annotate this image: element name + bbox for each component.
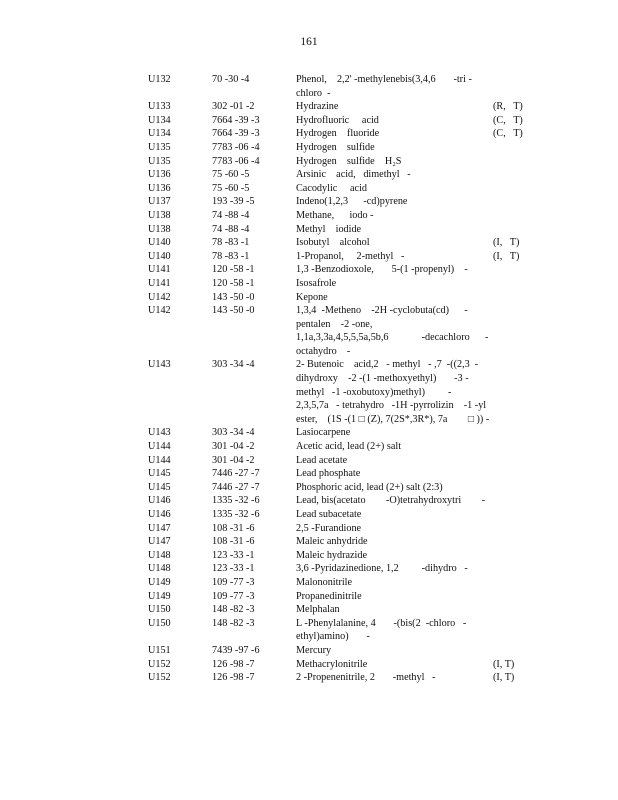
waste-code: U144 [148, 454, 171, 466]
row-continuation-line [0, 372, 618, 386]
substance-name: Maleic hydrazide [296, 549, 367, 561]
table-row [0, 223, 618, 237]
waste-code: U147 [148, 536, 171, 548]
table-row [0, 100, 618, 114]
row-first-line [0, 250, 618, 264]
substance-name: Hydrofluoric acid [296, 114, 379, 126]
substance-name: Mercury [296, 644, 332, 656]
row-first-line [0, 195, 618, 209]
substance-name: 2,5 -Furandione [296, 522, 362, 534]
page-number: 161 [300, 36, 318, 48]
table-row [0, 291, 618, 305]
substance-name: 2 -Propenenitrile, 2 -methyl - [296, 672, 436, 684]
waste-code: U133 [148, 101, 171, 113]
waste-code: U145 [148, 468, 171, 480]
substance-name: Lead, bis(acetato -O)tetrahydroxytri - [296, 495, 485, 507]
table-row [0, 236, 618, 250]
row-first-line [0, 658, 618, 672]
waste-code: U142 [148, 291, 171, 303]
table-row [0, 209, 618, 223]
table-row [0, 494, 618, 508]
row-first-line [0, 590, 618, 604]
cas-number: 78 -83 -1 [212, 237, 250, 249]
row-continuation-line [0, 318, 618, 332]
waste-code: U132 [148, 74, 171, 85]
substance-name: dihydroxy -2 -(1 -methoxyethyl) -3 - [296, 373, 469, 385]
substance-name: Methane, iodo - [296, 209, 374, 221]
cas-number: 148 -82 -3 [212, 617, 255, 629]
row-first-line [0, 440, 618, 454]
row-first-line [0, 549, 618, 563]
row-first-line [0, 209, 618, 223]
cas-number: 301 -04 -2 [212, 454, 255, 466]
table-row [0, 644, 618, 658]
substance-name: Methacrylonitrile [296, 658, 368, 670]
row-first-line [0, 73, 618, 87]
row-first-line [0, 481, 618, 495]
hazard-code: (I, T) [493, 658, 515, 670]
cas-number: 78 -83 -1 [212, 250, 250, 262]
row-first-line [0, 155, 618, 169]
substance-name: Cacodylic acid [296, 182, 368, 194]
table-row [0, 522, 618, 536]
table-row [0, 358, 618, 426]
waste-code: U140 [148, 237, 171, 249]
table-row [0, 671, 618, 685]
substance-name: Hydrogen fluoride [296, 128, 380, 140]
cas-number: 7439 -97 -6 [212, 644, 260, 656]
row-first-line [0, 535, 618, 549]
substance-name: Kepone [296, 291, 328, 303]
substance-name: Maleic anhydride [296, 536, 368, 548]
row-first-line [0, 562, 618, 576]
hazardous-waste-table [0, 73, 618, 685]
row-first-line [0, 236, 618, 250]
table-row [0, 168, 618, 182]
substance-name: 2,3,5,7a - tetrahydro -1H -pyrrolizin -1 -yl [296, 400, 487, 412]
waste-code: U134 [148, 114, 171, 126]
substance-name: ester, (1S -(1 □ (Z), 7(2S*,3R*), 7a □ )) - [296, 413, 490, 425]
cas-number: 143 -50 -0 [212, 291, 255, 303]
substance-name: Phosphoric acid, lead (2+) salt (2:3) [296, 481, 443, 493]
waste-code: U135 [148, 155, 171, 167]
row-continuation-line [0, 386, 618, 400]
waste-code: U151 [148, 644, 171, 656]
cas-number: 74 -88 -4 [212, 223, 250, 235]
row-first-line [0, 494, 618, 508]
waste-code: U136 [148, 182, 171, 194]
table-row [0, 250, 618, 264]
substance-name: Isosafrole [296, 277, 337, 289]
row-first-line [0, 671, 618, 685]
substance-name: Lead acetate [296, 454, 348, 466]
row-first-line [0, 617, 618, 631]
substance-name: methyl -1 -oxobutoxy)methyl) - [296, 386, 452, 398]
waste-code: U152 [148, 658, 171, 670]
waste-code: U145 [148, 481, 171, 493]
row-first-line [0, 576, 618, 590]
row-first-line [0, 467, 618, 481]
cas-number: 7446 -27 -7 [212, 468, 260, 480]
row-first-line [0, 263, 618, 277]
cas-number: 120 -58 -1 [212, 277, 255, 289]
table-row [0, 590, 618, 604]
cas-number: 75 -60 -5 [212, 182, 250, 194]
substance-name: Phenol, 2,2' -methylenebis(3,4,6 -tri - [296, 74, 472, 85]
row-first-line [0, 291, 618, 305]
waste-code: U140 [148, 250, 171, 262]
row-continuation-line [0, 345, 618, 359]
table-row [0, 467, 618, 481]
substance-name: Methyl iodide [296, 223, 362, 235]
substance-name: 1-Propanol, 2-methyl - [296, 250, 405, 262]
cas-number: 123 -33 -1 [212, 549, 255, 561]
hazard-code: (I, T) [493, 237, 520, 249]
substance-name: Hydrazine [296, 101, 339, 113]
table-row [0, 73, 618, 100]
waste-code: U152 [148, 672, 171, 684]
substance-name: Hydrogen sulfide [296, 141, 375, 153]
cas-number: 123 -33 -1 [212, 563, 255, 575]
waste-code: U149 [148, 590, 171, 602]
row-first-line [0, 426, 618, 440]
table-row [0, 263, 618, 277]
cas-number: 148 -82 -3 [212, 604, 255, 616]
table-row [0, 603, 618, 617]
waste-code: U143 [148, 427, 171, 439]
row-continuation-line [0, 413, 618, 427]
hazard-code: (I, T) [493, 672, 515, 684]
waste-code: U142 [148, 305, 171, 317]
substance-name: 2- Butenoic acid,2 - methyl - ,7 -((2,3 - [296, 359, 479, 371]
hazard-code: (R, T) [493, 101, 523, 113]
waste-code: U150 [148, 604, 171, 616]
row-first-line [0, 141, 618, 155]
cas-number: 303 -34 -4 [212, 359, 255, 371]
row-first-line [0, 358, 618, 372]
cas-number: 120 -58 -1 [212, 264, 255, 276]
table-row [0, 508, 618, 522]
cas-number: 303 -34 -4 [212, 427, 255, 439]
cas-number: 108 -31 -6 [212, 522, 255, 534]
substance-name: 1,3,4 -Metheno -2H -cyclobuta(cd) - [296, 305, 468, 317]
substance-name: L -Phenylalanine, 4 -(bis(2 -chloro - [296, 617, 467, 629]
row-first-line [0, 168, 618, 182]
cas-number: 74 -88 -4 [212, 209, 250, 221]
table-row [0, 617, 618, 644]
row-first-line [0, 508, 618, 522]
waste-code: U150 [148, 617, 171, 629]
substance-name: Isobutyl alcohol [296, 237, 370, 249]
cas-number: 1335 -32 -6 [212, 509, 260, 520]
row-first-line [0, 277, 618, 291]
substance-name: 1,3 -Benzodioxole, 5-(1 -propenyl) - [296, 264, 468, 276]
waste-code: U141 [148, 264, 171, 276]
cas-number: 302 -01 -2 [212, 101, 255, 113]
substance-name: Indeno(1,2,3 -cd)pyrene [296, 196, 408, 208]
row-first-line [0, 644, 618, 658]
row-first-line [0, 304, 618, 318]
substance-name: 1,1a,3,3a,4,5,5,5a,5b,6 -decachloro - [296, 332, 489, 344]
substance-name: Lasiocarpene [296, 427, 351, 439]
cas-number: 126 -98 -7 [212, 672, 255, 684]
table-row [0, 481, 618, 495]
waste-code: U146 [148, 495, 171, 507]
cas-number: 193 -39 -5 [212, 196, 255, 208]
row-first-line [0, 603, 618, 617]
substance-name: Propanedinitrile [296, 590, 362, 602]
cas-number: 109 -77 -3 [212, 576, 255, 588]
hazard-code: (C, T) [493, 128, 523, 140]
table-row [0, 454, 618, 468]
table-row [0, 426, 618, 440]
table-row [0, 141, 618, 155]
substance-name: Melphalan [296, 604, 340, 616]
cas-number: 7783 -06 -4 [212, 155, 260, 167]
cas-number: 1335 -32 -6 [212, 495, 260, 507]
cas-number: 7664 -39 -3 [212, 114, 260, 126]
waste-code: U144 [148, 441, 171, 453]
row-first-line [0, 182, 618, 196]
cas-number: 75 -60 -5 [212, 169, 250, 181]
substance-name: chloro - [296, 87, 331, 99]
row-continuation-line [0, 399, 618, 413]
table-row [0, 535, 618, 549]
substance-name: Lead subacetate [296, 509, 362, 520]
table-row [0, 195, 618, 209]
table-row [0, 440, 618, 454]
row-first-line [0, 127, 618, 141]
cas-number: 109 -77 -3 [212, 590, 255, 602]
row-first-line [0, 114, 618, 128]
cas-number: 70 -30 -4 [212, 74, 250, 85]
substance-name: Lead phosphate [296, 468, 361, 480]
table-row [0, 549, 618, 563]
table-row [0, 114, 618, 128]
waste-code: U135 [148, 141, 171, 153]
waste-code: U148 [148, 549, 171, 561]
waste-code: U143 [148, 359, 171, 371]
row-continuation-line [0, 87, 618, 101]
table-row [0, 277, 618, 291]
table-row [0, 182, 618, 196]
substance-name: Arsinic acid, dimethyl - [296, 169, 411, 181]
substance-name: Malononitrile [296, 576, 353, 588]
cas-number: 126 -98 -7 [212, 658, 255, 670]
table-row [0, 658, 618, 672]
table-row [0, 576, 618, 590]
cas-number: 7783 -06 -4 [212, 141, 260, 153]
table-row [0, 562, 618, 576]
waste-code: U148 [148, 563, 171, 575]
cas-number: 108 -31 -6 [212, 536, 255, 548]
row-first-line [0, 454, 618, 468]
waste-code: U147 [148, 522, 171, 534]
waste-code: U137 [148, 196, 171, 208]
row-first-line [0, 223, 618, 237]
cas-number: 143 -50 -0 [212, 305, 255, 317]
row-first-line [0, 522, 618, 536]
substance-name: Hydrogen sulfide H₂S [296, 155, 402, 167]
waste-code: U141 [148, 277, 171, 289]
row-first-line [0, 100, 618, 114]
waste-code: U138 [148, 223, 171, 235]
substance-name: octahydro - [296, 345, 351, 357]
table-row [0, 304, 618, 358]
substance-name: ethyl)amino) - [296, 631, 370, 643]
cas-number: 7664 -39 -3 [212, 128, 260, 140]
cas-number: 7446 -27 -7 [212, 481, 260, 493]
waste-code: U149 [148, 576, 171, 588]
row-continuation-line [0, 630, 618, 644]
waste-code: U146 [148, 509, 171, 520]
waste-code: U136 [148, 169, 171, 181]
table-row [0, 127, 618, 141]
row-continuation-line [0, 331, 618, 345]
waste-code: U138 [148, 209, 171, 221]
hazard-code: (I, T) [493, 250, 520, 262]
cas-number: 301 -04 -2 [212, 441, 255, 453]
hazard-code: (C, T) [493, 114, 523, 126]
substance-name: Acetic acid, lead (2+) salt [296, 441, 402, 453]
substance-name: 3,6 -Pyridazinedione, 1,2 -dihydro - [296, 563, 468, 575]
table-row [0, 155, 618, 169]
waste-code: U134 [148, 128, 171, 140]
substance-name: pentalen -2 -one, [296, 318, 373, 330]
